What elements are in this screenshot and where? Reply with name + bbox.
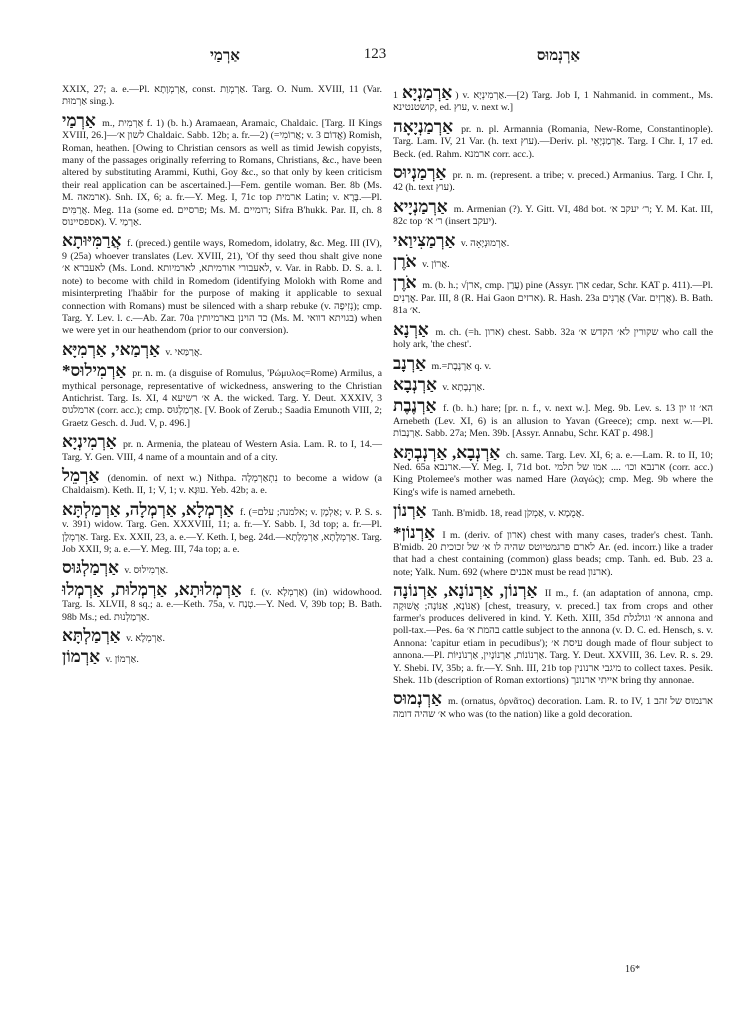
entry-definition: II m., f. (an adaptation of annona, cmp. אַנּוֹנָא, אַנּוֹנָה; אֲשׁוּקָה) [chest, treasury, v. preced.] tax from crops and other farmer's produces delivered in kind. Y. Keth. XIII, 35d א׳ וגולגלת annona and poll-tax.—Pes. 6a בהמת א׳ cattle subject to the annona (v. D. C. ed. Hensch, s. v. Annona: 'capitur etiam in pecudibus'); עיסת א׳ dough made of flour subject to annona.—Pl. אַרְנוֹנוֹת, אַרְנוֹנָיִין, אַרְנוֹנִיּוֹת. Targ. Y. Deut. XXVIII, 36. Lev. R. s. 29. Y. Shebi. IV, 35b; a. fr.—Y. Snh. III, 21b top מיגבי ארנונין to collect taxes. Pesik. Shek. 11b (description of Roman extortions) אייתי ארנונך bring thy annonae. (393, 588, 714, 687)
entry-definition: f. (preced.) gentile ways, Romedom, idolatry, &c. Meg. III (IV), 9 (25a) whoever translates (Lev. XVIII, 21), 'Of thy seed thou shalt give none לאעברא א׳ (Ms. Lond. לאעבורי אורמיתא, לארמיותא, v. Var. in Rabb. D. S. a. l. note) to become with child in Romedom (identifying Molokh with Rome and misinterpreting l'haăbir for the purpose of making it applicable to sexual connection with Romans) must be silenced with a sharp rebuke (v. נְזִיפָה); cmp. Targ. Y. Lev. l. c.—Ab. Zar. 70a כד הוינן בארמיותין (Ms. M. בגויתא דוואי) when we were yet in our heathendom (prior to our conversion). (62, 238, 382, 337)
entry-headword: אַרְנְמוּס (393, 689, 442, 709)
entry-headword: אַרְמִינְיָא (62, 432, 117, 452)
entry-definition: m. (b. h.; √ארן, cmp. עֲרַן) pine (Assyr. ארן cedar, Schr. KAT p. 411).—Pl. אֳרָנִים. Par. III, 8 (R. Hai Gaon ארזים). R. Hash. 23a אֲרָנִים (Var. אֲרָזִים). B. Bath. 81a א׳. (393, 280, 714, 317)
dictionary-entry (62, 232, 382, 337)
entry-headword: אַרְנְבָא, אַרְנְבְתָּא (393, 442, 501, 462)
entry-headword: אֹרֶן (393, 252, 417, 272)
entry-definition: m., אַרְמִית f. 1) (b. h.) Aramaean, Aramaic, Chaldaic. [Targ. II Kings XVIII, 26.]—לשון א׳ Chaldaic. Sabb. 12b; a. fr.—2) (=אֲרוֹמִי; v. אֱדוֹם 3) Romish, Roman, heathen. [Owing to Christian censors as well as timid Jewish copyists, many of the passages originally referring to Romans, Christians, &c., have been altered by substituting Arammi, Kuthi, Goy &c., so that only by keen criticism their real application can be ascertained.]—Fem. gentile woman. Ber. 8b (Ms. M. ארמאה). Snh. IX, 6; a. fr.—Y. Meg. I, 71c top ארמית Latin; v. בֶּרֶא.—Pl. אֲרַמִּים. Meg. 11a (some ed. פרסיים; Ms. M. רומיים; Sifra B'hukk. Par. II, ch. 8 אספסיינוס). V. אַרְמַי. (62, 117, 383, 229)
dictionary-entry (393, 397, 713, 440)
entry-definition: pr. n. Armenia, the plateau of Western Asia. Lam. R. to I, 14.—Targ. Y. Gen. VIII, 4 name of a mountain and of a city. (62, 439, 382, 463)
entry-definition: m. Armenian (?). Y. Gitt. VI, 48d bot. ר׳ יעקב א׳; Y. M. Kat. III, 82c top ר׳ א׳ (insert יעקב). (393, 203, 713, 228)
entry-definition: v. אֲרוֹן. (419, 259, 450, 271)
dictionary-entry (393, 84, 713, 115)
dictionary-entry (393, 198, 713, 229)
dictionary-entry (393, 376, 713, 394)
entry-definition: m.=אַרְנֶבֶת q. v. (429, 360, 492, 372)
dictionary-entry (393, 164, 713, 195)
entry-headword: אַרְמוֹן (62, 647, 101, 667)
entry-definition: v. אַרְמוּנְיָאָה. (458, 237, 510, 249)
entry-definition: 1) v. אַרְמִינְיָא.—[2) Targ. Job I, 1 Nahmanid. in comment., Ms. קושטנטינא, ed. עוץ, v. next w.] (393, 90, 713, 114)
entry-headword: אַרְנְבָא (393, 374, 437, 394)
dictionary-entry (62, 433, 382, 464)
entry-headword: אַרְמַלְתָּא (62, 626, 121, 646)
entry-headword: אַרְמַצִיוַאי (393, 230, 456, 250)
entry-headword: אַרְנוֹן (393, 501, 427, 521)
left-column (62, 84, 382, 670)
dictionary-entry (393, 524, 713, 580)
right-column (393, 84, 713, 724)
dictionary-entry (393, 690, 713, 721)
dictionary-entry (393, 582, 713, 687)
entry-headword: אַרְמֵל (62, 465, 100, 485)
entry-headword: אַרְמַנְיָאָה (393, 116, 454, 136)
dictionary-entry (393, 355, 713, 373)
entry-definition: v. אֲרַמַּאי. (162, 346, 203, 358)
entry-definition: (denomin. of next w.) Nithpa. נִתְאַרְמְלָה to become a widow (a Chaldaism). Keth. II, 1; V, 1; v. עוּגָּא. Yeb. 42b; a. e. (62, 472, 382, 497)
entry-definition: pr. n. pl. Armannia (Romania, New-Rome, Constantinople). Targ. Lam. IV, 21 Var. (h. text עוץ).—Deriv. pl. אַרְמַנְיָאֵי. Targ. I Chr. I, 17 ed. Beck. (ed. Rahm. ארמנא corr. acc.). (393, 123, 714, 160)
dictionary-entry (393, 321, 713, 352)
dictionary-entry (62, 627, 382, 645)
dictionary-entry (62, 501, 382, 557)
entry-definition: pr. n. m. (represent. a tribe; v. preced.) Armanius. Targ. I Chr. I, 42 (h. text עוץ). (393, 170, 713, 194)
dictionary-entry (62, 341, 382, 359)
entry-headword: אַרְנָב (393, 353, 426, 373)
dictionary-entry (62, 581, 382, 624)
entry-headword: *אַרְמִילוּס (62, 361, 127, 381)
entry-definition: v. אַרְמוֹן. (103, 654, 139, 666)
right-running-head: אַרְנְמוּס (536, 48, 580, 64)
dictionary-entry (62, 84, 382, 109)
signature-mark: 16* (625, 964, 640, 975)
dictionary-entry (393, 253, 713, 271)
entry-headword: אַרְמַנְיָא (401, 83, 453, 102)
entry-definition: I m. (deriv. of ארון) chest with many cases, trader's chest. Tanh. B'midb. 20 לארם פרגמטיוטס שהיה לו א׳ של זכוכית Ar. (ed. incorr.) like a trader that had a chest containing (common) glass beads; cmp. Tanh. ed. Bub. 23 a. note; Yalk. Num. 692 (where אבנים must be read ארנון). (393, 529, 713, 578)
entry-definition: f. (v. אַרְמְלָא) (in) widowhood. Targ. Is. XLVII, 8 sq.; a. e.—Keth. 75a, v. טְנַח.—Y. Ned. V, 39b top; B. Bath. 98b Ms.; ed. אַרְמַלְנוּת. (62, 586, 382, 623)
dictionary-entry (393, 274, 713, 317)
entry-headword: אַרְנֶבֶת (393, 396, 437, 416)
dictionary-entry (393, 118, 713, 161)
entry-definition: f. (b. h.) hare; [pr. n. f., v. next w.]. Meg. 9b. Lev. s. 13 הא׳ זו יון Arnebeth (Lev. XI, 6) is an allusion to Yavan (Greece); cmp. next w.—Pl. אַרְנָבוֹת. Sabb. 27a; Men. 39b. [Assyr. Annabu, Schr. KAT p. 498.] (393, 403, 713, 440)
entry-definition: v. אַרְמִילוּס. (121, 565, 169, 577)
entry-definition: v. אַרְמְלָא. (123, 633, 165, 645)
dictionary-entry (62, 467, 382, 498)
entry-headword: אַרְנוֹן, אַרְנוֹנָא, אַרְנוֹנָה (393, 581, 538, 601)
dictionary-entry (62, 112, 382, 230)
entry-definition: Tanh. B'midb. 18, read אַמְקֹן, v. אֲמֻמָא. (429, 508, 585, 520)
entry-headword: אַרְמַלְגּוּס (62, 558, 119, 578)
dictionary-entry (62, 648, 382, 666)
dictionary-entry (393, 502, 713, 520)
entry-definition: v. אַרְנְבָתָא. (439, 381, 485, 393)
page-header (60, 46, 690, 70)
entry-headword: אַרְמְלָא, אַרְמְלָה, אַרְמַלְתָּא (62, 499, 234, 519)
page-number: 123 (363, 46, 387, 62)
entry-headword: אַרְנָא (393, 319, 429, 339)
entry-headword: אַרְמַנְיָיא (393, 196, 448, 216)
entry-definition: ch. same. Targ. Lev. XI, 6; a. e.—Lam. R. to II, 10; Ned. 65a ארנבא.—Y. Meg. I, 71d bot. ארנבא וכו׳ .... אמו של תלמי (corr. acc.) King Ptolemee's mother was named Hare (λαγώς); cmp. Meg. 9b where the King's wife is named arnebeth. (393, 449, 713, 498)
entry-definition: f. (=אלמנה; עלם; v. אַלְמָן; v. P. S. s. v. 391) widow. Targ. Gen. XXXVIII, 11; a. fr.—Y. Sabb. I, 3d top; a. fr.—Pl. אַרְמְלָן. Targ. Ex. XXII, 23, a. e.—Y. Keth. I, beg. 24d.—אַרְמְלָתָא, אַרְמְלָתָא. Targ. Job XXII, 9; a. e.—Y. Meg. III, 74a top; a. e. (62, 506, 383, 555)
entry-definition: pr. n. m. (a disguise of Romulus, 'Ρώμυλος=Rome) Armilus, a mythical personage, representative of wickedness, answering to the Christian Antichrist. Targ. Is. XI, 4 א׳ רשיעא A. the wicked. Targ. Y. Deut. XXXIV, 3 ארמלגוס (corr. acc.); cmp. אַרְמַלְגּוּס. [V. Book of Zerub.; Saadia Emunoth VIII, 2; Graetz Gesch. d. Jud. V, p. 496.] (62, 368, 383, 429)
entry-headword: אַרְמַאי, אַרְמִיָּא (62, 339, 160, 359)
dictionary-entry (393, 444, 713, 500)
entry-headword: *אַרְנוֹן (393, 522, 435, 542)
entry-headword: אַרְמַי (62, 110, 96, 130)
entry-headword: אֲרַמִּיּוּתָא (62, 231, 122, 251)
dictionary-entry (62, 559, 382, 577)
entry-definition: XXIX, 27; a. e.—Pl. אַרְמְוָתָא, const. אַרְמְוַת. Targ. O. Num. XVIII, 11 (Var. אַרְמוּת sing.). (62, 84, 382, 108)
entry-headword: אֹרֶן (393, 273, 417, 293)
entry-definition: m. ch. (=h. ארון) chest. Sabb. 32a שקורין לא׳ הקדש א׳ who call the holy ark, 'the chest'. (393, 326, 714, 351)
entry-headword: אַרְמְלוּתָא, אַרְמְלוּת, אַרְמְלוּ (62, 579, 242, 599)
entry-definition: m. (ornatus, ὀρνᾶτος) decoration. Lam. R. to IV, 1 ארנמוס של זהב א׳ שהיה דומה who was (to the nation) like a gold decoration. (393, 696, 713, 720)
entry-headword: אַרְמַנְיוּס (393, 163, 447, 183)
left-running-head: אַרְמַי (210, 48, 240, 64)
dictionary-entry (62, 362, 382, 430)
dictionary-entry (393, 232, 713, 250)
